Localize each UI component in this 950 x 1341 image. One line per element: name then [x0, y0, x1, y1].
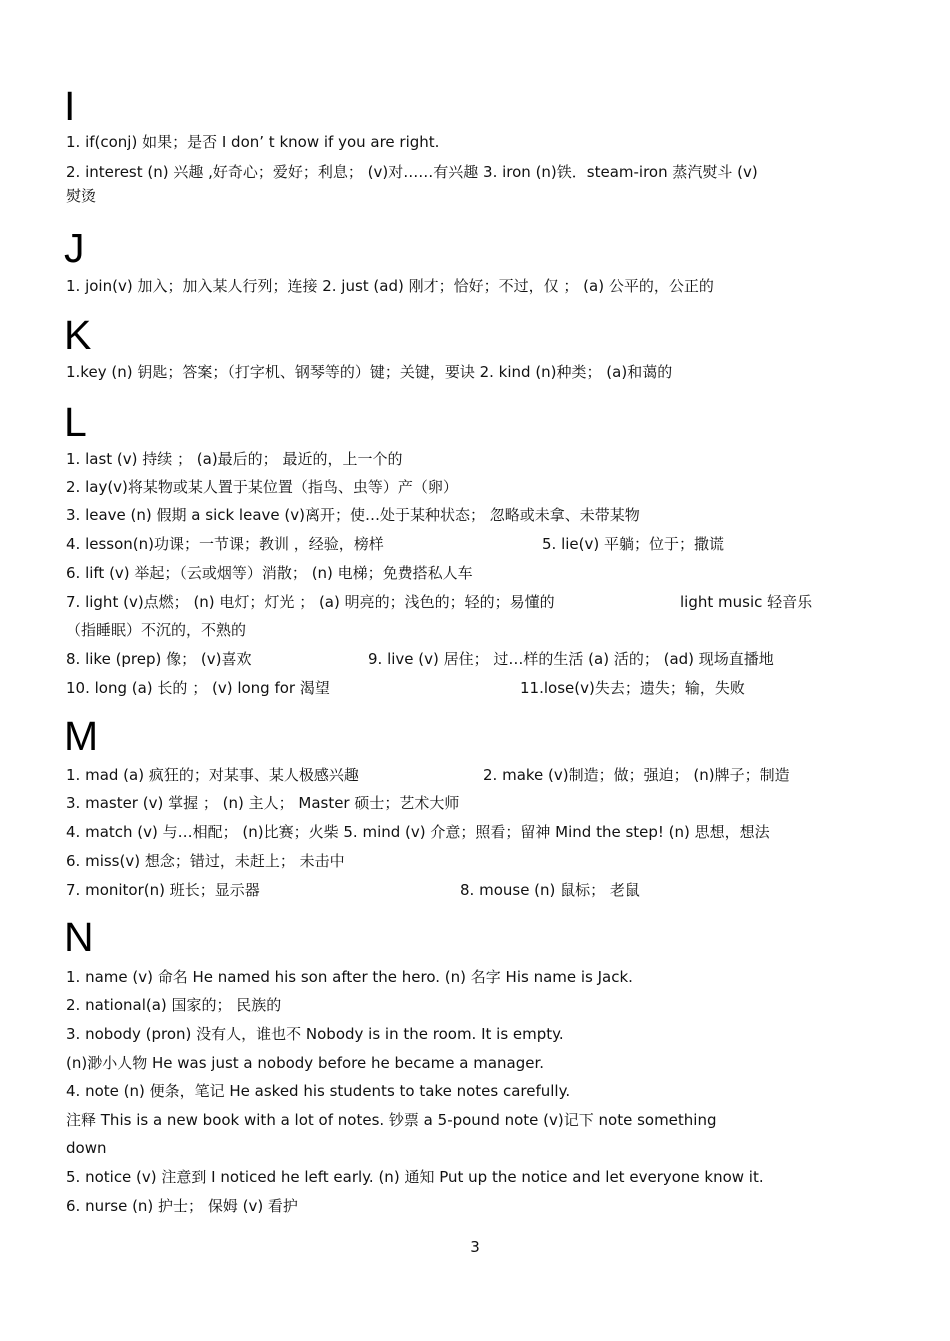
entry-line: 2. national(a) 国家的； 民族的 [66, 996, 282, 1014]
entry-text: 2. make (v)制造；做；强迫； (n)牌子；制造 [483, 766, 790, 784]
entry-line: 4. note (n) 便条，笔记 He asked his students to take notes carefully. [66, 1082, 571, 1100]
entry-line: down [66, 1139, 107, 1157]
section-letter-m: M [64, 713, 99, 759]
section-letter-j: J [64, 225, 85, 271]
entry-line: 4. match (v) 与…相配； (n)比赛；火柴 5. mind (v) 介意；照看；留神 Mind the step! (n) 思想，想法 [66, 823, 770, 841]
section-letter-n: N [64, 914, 94, 960]
page-number: 3 [470, 1238, 480, 1256]
entry-line: 2. interest (n) 兴趣 ,好奇心；爱好；利息； (v)对……有兴趣 3. iron (n)铁．steam-iron 蒸汽熨斗 (v) [66, 163, 758, 181]
entry-line: 1. last (v) 持续 ； (a)最后的； 最近的，上一个的 [66, 450, 403, 468]
section-letter-k: K [64, 312, 92, 358]
entry-line: 1. join(v) 加入；加入某人行列；连接 2. just (ad) 刚才；恰好；不过，仅 ； (a) 公平的，公正的 [66, 277, 714, 295]
section-letter-i: I [64, 83, 76, 129]
entry-line: 2. lay(v)将某物或某人置于某位置（指鸟、虫等）产（卵） [66, 478, 458, 496]
entry-text: 8. mouse (n) 鼠标； 老鼠 [460, 881, 640, 899]
entry-line: 6. lift (v) 举起；（云或烟等）消散； (n) 电梯；免费搭私人车 [66, 564, 473, 582]
entry-text: 5. lie(v) 平躺；位于；撒谎 [542, 535, 724, 553]
entry-line: (n)渺小人物 He was just a nobody before he became a manager. [66, 1054, 545, 1072]
entry-text: light music 轻音乐 [680, 593, 813, 611]
entry-text: 9. live (v) 居住； 过…样的生活 (a) 活的； (ad) 现场直播地 [368, 650, 774, 668]
entry-text: 7. light (v)点燃； (n) 电灯；灯光 ； (a) 明亮的；浅色的；轻的；易懂的 [66, 593, 555, 611]
entry-line: 5. notice (v) 注意到 I noticed he left early. (n) 通知 Put up the notice and let everyone know it. [66, 1168, 764, 1186]
entry-text: 8. like (prep) 像； (v)喜欢 [66, 650, 252, 668]
entry-line: 熨烫 [66, 187, 97, 205]
entry-text: 11.lose(v)失去；遗失；输，失败 [520, 679, 745, 697]
entry-line: 1. name (v) 命名 He named his son after the hero. (n) 名字 His name is Jack. [66, 968, 633, 986]
entry-line: 6. miss(v) 想念；错过，未赶上； 未击中 [66, 852, 345, 870]
entry-line: 3. nobody (pron) 没有人，谁也不 Nobody is in the room. It is empty. [66, 1025, 564, 1043]
section-letter-l: L [64, 399, 87, 445]
entry-line: （指睡眠）不沉的，不熟的 [66, 621, 247, 639]
entry-line: 1. if(conj) 如果；是否 I don’ t know if you are right. [66, 133, 440, 151]
entry-line: 1.key (n) 钥匙；答案；（打字机、钢琴等的）键；关键，要诀 2. kind (n)种类； (a)和蔼的 [66, 363, 673, 381]
entry-line: 3. leave (n) 假期 a sick leave (v)离开；使…处于某种状态； 忽略或未拿、未带某物 [66, 506, 640, 524]
entry-line: 6. nurse (n) 护士； 保姆 (v) 看护 [66, 1197, 298, 1215]
entry-text: 7. monitor(n) 班长；显示器 [66, 881, 260, 899]
entry-text: 1. mad (a) 疯狂的；对某事、某人极感兴趣 [66, 766, 359, 784]
entry-line: 3. master (v) 掌握 ； (n) 主人； Master 硕士；艺术大师 [66, 794, 460, 812]
entry-text: 10. long (a) 长的 ； (v) long for 渴望 [66, 679, 330, 697]
entry-line: 注释 This is a new book with a lot of notes. 钞票 a 5-pound note (v)记下 note something [66, 1111, 717, 1129]
entry-text: 4. lesson(n)功课；一节课；教训 ，经验，榜样 [66, 535, 384, 553]
